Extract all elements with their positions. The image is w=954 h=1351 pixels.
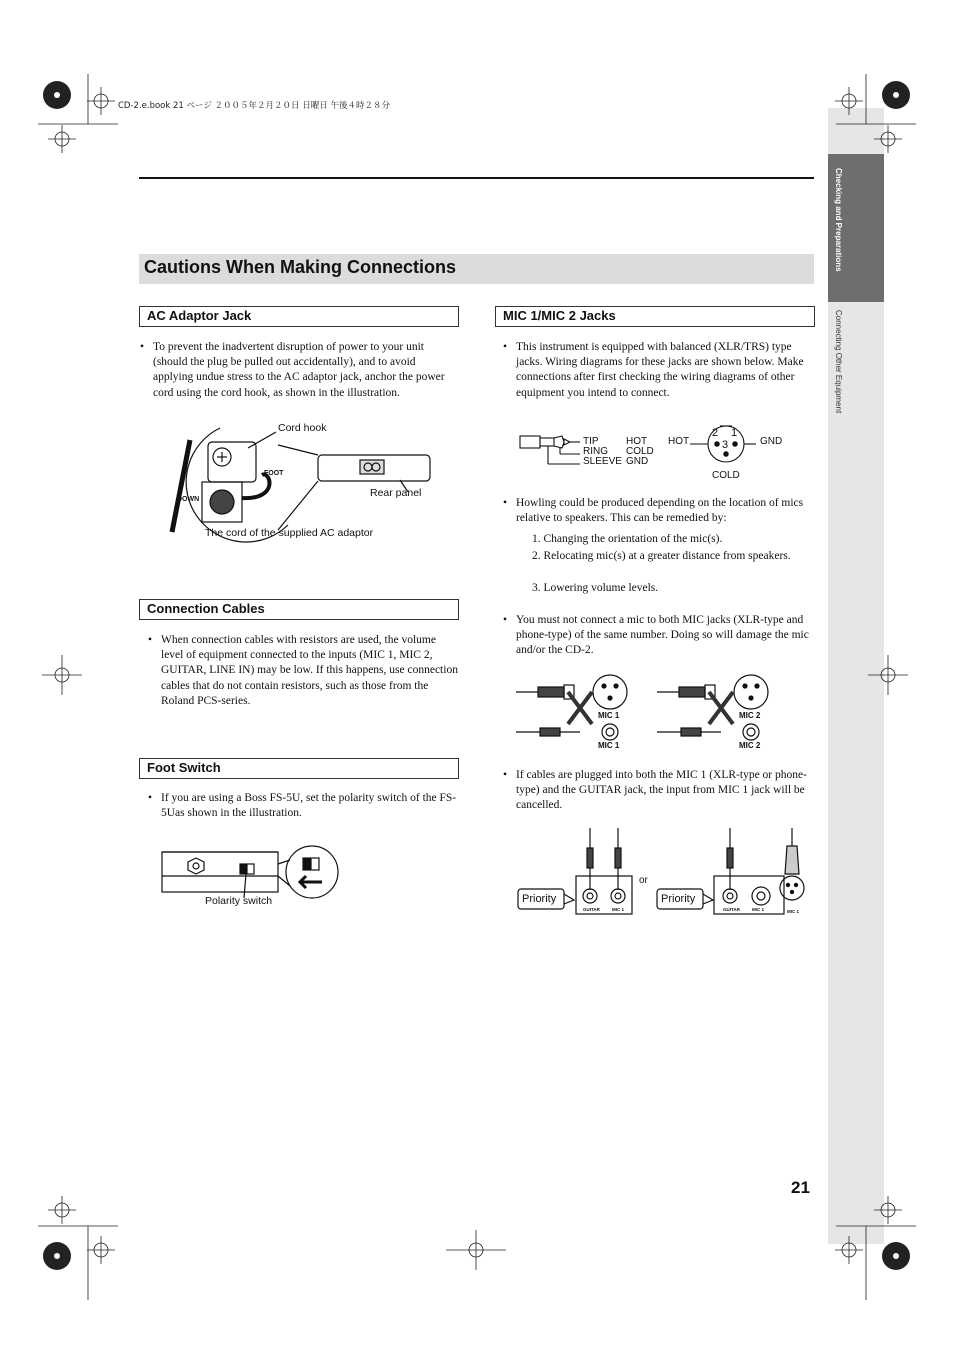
foot-switch-text: • If you are using a Boss FS-5U, set the polarity switch of the FS-5Uas shown in the illustration. (148, 792, 457, 820)
file-header: CD-2.e.book 21 ページ ２００５年２月２０日 日曜日 午後４時２８分 (118, 101, 390, 111)
wiring-sleeve: SLEEVE (583, 456, 622, 467)
page-number: 21 (791, 1178, 810, 1197)
section-heading-ac-adaptor: AC Adaptor Jack (139, 306, 459, 327)
connection-cables-text: • When connection cables with resistors are used, the volume level of equipment connected to the inputs (MIC 1, MIC 2, GUITAR, LINE IN) may be low. If this happens, use connection cables that do not contain resistors, such as those from the Roland PCS-series. (148, 634, 458, 707)
wiring-tip: TIP (583, 436, 599, 447)
wiring-cold: COLD (626, 446, 654, 457)
label-mic2-phone: MIC 2 (739, 741, 761, 750)
section-heading-connection-cables: Connection Cables (139, 599, 459, 620)
label-mic1-xlr: MIC 1 (598, 711, 620, 720)
label-rear-panel: Rear panel (370, 487, 422, 499)
side-tab-label-connecting: Connecting Other Equipment (834, 310, 843, 414)
wiring-hot: HOT (626, 436, 648, 447)
mic-jacks-text-4: • If cables are plugged into both the MIC 1 (XLR-type or phone-type) and the GUITAR jack, the input from MIC 1 jack will be cancelled. (503, 769, 807, 812)
label-mic1-small-2: MIC 1 (752, 907, 765, 912)
mic-jacks-bullet-1: This instrument is equipped with balanced (XLR/TRS) type jacks. Wiring diagrams for these jacks are shown below. Make connections after first checking the wiring diagrams of other equipment you intend to connect. (516, 341, 804, 399)
label-priority-2: Priority (661, 893, 696, 905)
xlr-pin-3: 3 (722, 439, 729, 451)
header-rule (139, 177, 814, 179)
xlr-pin-2: 2 (712, 427, 719, 439)
foot-switch-bullet: If you are using a Boss FS-5U, set the polarity switch of the FS-5Uas shown in the illustration. (161, 792, 457, 820)
xlr-hot: HOT (668, 436, 690, 447)
title-bar (139, 254, 814, 284)
label-foot: FOOT (264, 470, 284, 477)
ac-adaptor-text: • To prevent the inadvertent disruption of power to your unit (should the plug be pulled out accidentally), and to avoid applying undue stress to the AC adaptor jack, anchor the power cord using the cord hook, as shown in the illustration. (140, 341, 445, 399)
label-guitar-1: GUITAR (583, 907, 600, 912)
mic-jacks-text-2: • Howling could be produced depending on the location of mics relative to speakers. This can be remedied by: (503, 497, 804, 525)
wiring-ring: RING (583, 446, 608, 457)
step-3: 3. Lowering volume levels. (532, 582, 659, 594)
wiring-gnd: GND (626, 456, 649, 467)
step-1: 1. Changing the orientation of the mic(s). (532, 533, 723, 545)
mic-jacks-bullet-3: You must not connect a mic to both MIC jacks (XLR-type and phone-type) of the same number. Doing so will damage the mic and/or the CD-2. (516, 614, 809, 657)
ac-adaptor-bullet: To prevent the inadvertent disruption of power to your unit (should the plug be pulled out accidentally), and to avoid applying undue stress to the AC adaptor jack, anchor the power cord using the cord hook, as shown in the illustration. (153, 341, 445, 399)
label-polarity-switch: Polarity switch (205, 895, 273, 907)
label-guitar-2: GUITAR (723, 907, 740, 912)
mic-jacks-text-3: • You must not connect a mic to both MIC jacks (XLR-type and phone-type) of the same number. Doing so will damage the mic and/or the CD-2. (503, 614, 809, 657)
xlr-cold: COLD (712, 470, 740, 481)
mic-jacks-text-1: • This instrument is equipped with balanced (XLR/TRS) type jacks. Wiring diagrams for these jacks are shown below. Make connections after first checking the wiring diagrams of other equipment you intend to connect. (503, 341, 804, 399)
label-mic1-phone: MIC 1 (598, 741, 620, 750)
label-mic1-small-1: MIC 1 (612, 907, 625, 912)
side-tab-label-checking: Checking and Preparations (834, 168, 843, 272)
xlr-pin-1: 1 (731, 427, 738, 439)
page-title: Cautions When Making Connections (144, 257, 457, 277)
foot-switch-illustration (160, 840, 340, 900)
label-mic2-xlr: MIC 2 (739, 711, 761, 720)
connection-cables-bullet: When connection cables with resistors are used, the volume level of equipment connected to the inputs (MIC 1, MIC 2, GUITAR, LINE IN) may be low. If this happens, use connection cables that do not contain resistors, such as those from the Roland PCS-series. (161, 634, 458, 707)
section-heading-foot-switch: Foot Switch (139, 758, 459, 779)
mic-jacks-bullet-2: Howling could be produced depending on the location of mics relative to speakers. This can be remedied by: (516, 497, 804, 525)
step-2: 2. Relocating mic(s) at a greater distance from speakers. (532, 550, 791, 562)
label-priority-1: Priority (522, 893, 557, 905)
label-mic1-small-3: MIC 1 (787, 909, 800, 914)
label-down: DOWN (177, 496, 200, 503)
label-cord-hook: Cord hook (278, 422, 327, 434)
xlr-gnd: GND (760, 436, 783, 447)
wiring-diagram (518, 426, 798, 476)
mic-jacks-bullet-4: If cables are plugged into both the MIC 1 (XLR-type or phone-type) and the GUITAR jack, the input from MIC 1 jack will be cancelled. (516, 769, 807, 812)
mic-double-connection-illustration (516, 672, 816, 742)
label-or: or (639, 875, 648, 886)
section-heading-mic-jacks: MIC 1/MIC 2 Jacks (495, 306, 815, 327)
label-ac-cord: The cord of the supplied AC adaptor (205, 527, 374, 539)
